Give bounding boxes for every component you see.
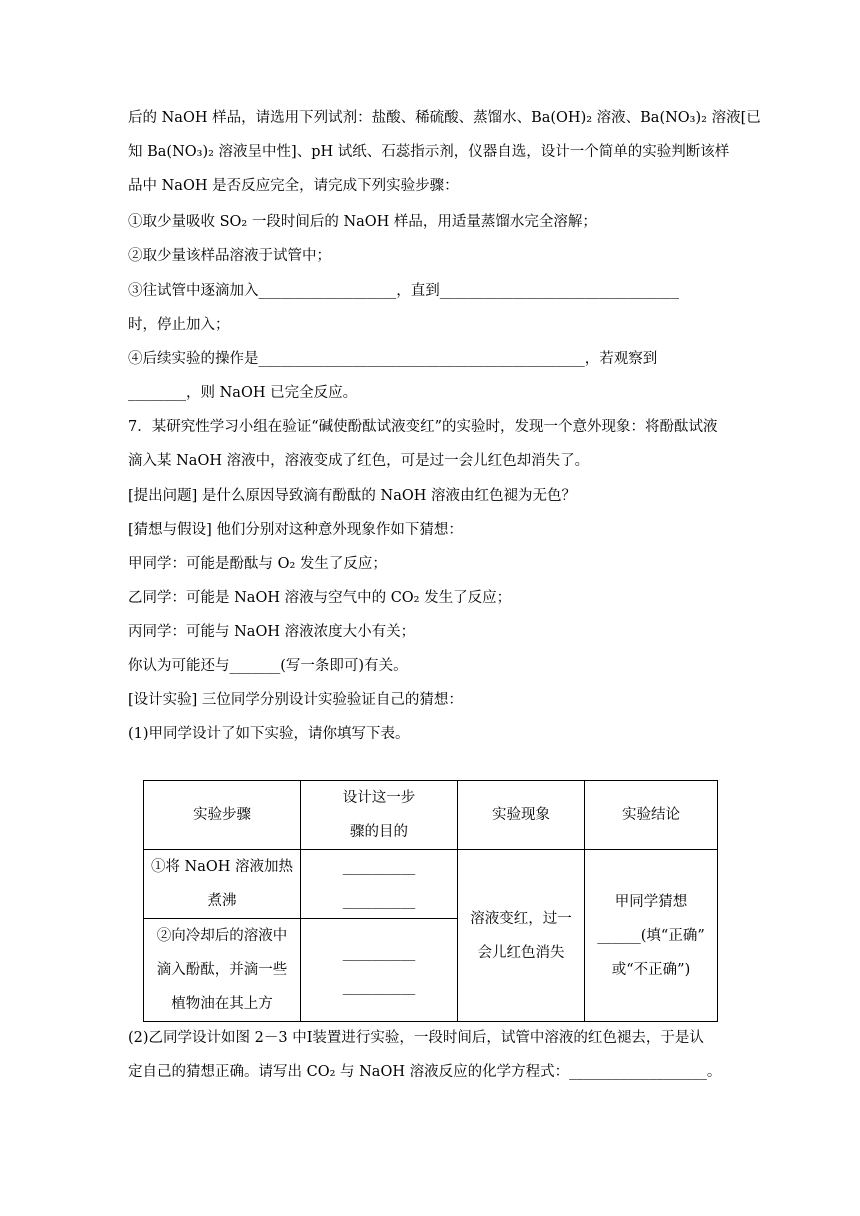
text-line: 定自己的猜想正确。请写出 CO₂ 与 NaOH 溶液反应的化学方程式：___________________。 (128, 1064, 722, 1080)
header-step: 实验步骤 (144, 781, 301, 850)
row1-purpose-blank: __________ __________ (301, 850, 458, 919)
text-line: (1)甲同学设计了如下实验，请你填写下表。 (128, 726, 410, 742)
table-row (144, 850, 718, 919)
header-purpose: 设计这一步 骤的目的 (301, 781, 458, 850)
text-line: [提出问题] 是什么原因导致滴有酚酞的 NaOH 溶液由红色褪为无色？ (128, 488, 577, 504)
text-line: (2)乙同学设计如图 2－3 中Ⅰ装置进行实验，一段时间后，试管中溶液的红色褪去，于是认 (128, 1030, 704, 1046)
text-line: ④后续实验的操作是_____________________________________________，若观察到 (128, 351, 658, 367)
text-line: ①取少量吸收 SO₂ 一段时间后的 NaOH 样品，用适量蒸馏水完全溶解； (128, 214, 597, 230)
row1-step: ①将 NaOH 溶液加热 煮沸 (144, 850, 301, 919)
text-line: 知 Ba(NO₃)₂ 溶液呈中性]、pH 试纸、石蕊指示剂，仪器自选，设计一个简单的实验判断该样 (128, 144, 730, 160)
text-line: ②取少量该样品溶液于试管中； (128, 248, 331, 264)
text-line: 乙同学：可能是 NaOH 溶液与空气中的 CO₂ 发生了反应； (128, 590, 512, 606)
text-line: ③往试管中逐滴加入___________________，直到_________________________________ (128, 283, 679, 299)
text-line: ________，则 NaOH 已完全反应。 (128, 385, 358, 401)
text-line: 后的 NaOH 样品，请选用下列试剂：盐酸、稀硫酸、蒸馏水、Ba(OH)₂ 溶液、Ba(NO₃)₂ 溶液[已 (128, 110, 761, 126)
text-line: 你认为可能还与_______(写一条即可)有关。 (128, 658, 408, 674)
phenomenon-cell: 溶液变红，过一 会儿红色消失 (458, 850, 585, 1022)
text-line: 品中 NaOH 是否反应完全，请完成下列实验步骤： (128, 178, 459, 194)
text-line: 丙同学：可能与 NaOH 溶液浓度大小有关； (128, 624, 416, 640)
row2-purpose-blank: __________ __________ (301, 919, 458, 1022)
text-line: 甲同学：可能是酚酞与 O₂ 发生了反应； (128, 556, 387, 572)
text-line: 滴入某 NaOH 溶液中，溶液变成了红色，可是过一会儿红色却消失了。 (128, 453, 590, 469)
header-phenomenon: 实验现象 (458, 781, 585, 850)
header-conclusion: 实验结论 (585, 781, 718, 850)
row2-step: ②向冷却后的溶液中 滴入酚酞，并滴一些 植物油在其上方 (144, 919, 301, 1022)
question-7-line: 7．某研究性学习小组在验证“碱使酚酞试液变红”的实验时，发现一个意外现象：将酚酞试液 (128, 419, 718, 435)
text-line: [设计实验] 三位同学分别设计实验验证自己的猜想： (128, 692, 463, 708)
text-line: 时，停止加入； (128, 317, 230, 333)
table-header-row (144, 781, 718, 850)
text-line: [猜想与假设] 他们分别对这种意外现象作如下猜想： (128, 522, 463, 538)
experiment-table (143, 780, 718, 1022)
conclusion-cell: 甲同学猜想 ______(填“正确” 或“不正确”) (585, 850, 718, 1022)
